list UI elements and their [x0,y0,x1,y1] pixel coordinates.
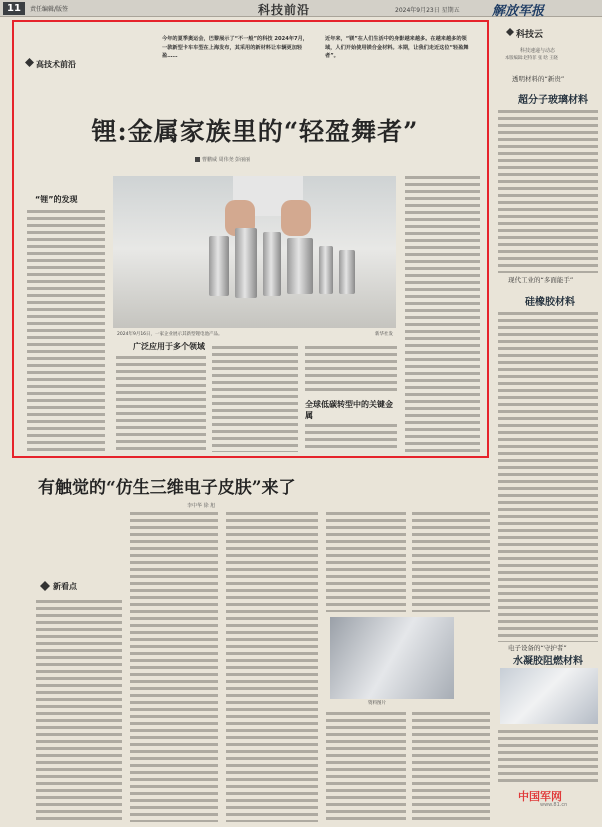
lead-kicker: 高技术前沿 [36,60,76,69]
lead-body-col-2 [116,356,206,452]
sidebar-item-1-body [498,110,598,273]
bottom-body-col-5 [412,512,490,612]
bottom-body-col-4 [326,512,406,612]
sidebar-item-1-kicker: 透明材料的“新贵” [512,75,565,83]
bottom-body-col-7 [412,712,490,822]
lead-photo-caption: 2024年9月16日，一家企业展示其新型锂电池产品。 [117,332,223,337]
sidebar-item-3-kicker: 电子设备的“守护者” [508,644,567,652]
bottom-body-col-6 [326,712,406,822]
bottom-article-kicker: 新看点 [53,582,77,591]
bottom-article-byline: 李中华 徐 旭 [187,503,216,509]
bottom-body-col-1 [36,600,122,822]
bottom-article-photo [330,617,454,699]
page-number: 11 [3,2,25,15]
lead-body-col-1 [27,210,105,452]
sidebar-header [496,20,600,44]
sidebar-item-3-body [498,730,598,785]
sidebar-subheader: 科技速递与动态 [520,48,556,54]
bottom-body-col-2 [130,512,218,822]
diamond-icon [40,581,50,591]
sidebar-item-3-photo [500,668,598,724]
lead-subhead-1: “锂”的发现 [35,195,78,204]
sidebar-item-2-body [498,312,598,642]
issue-date: 2024年9月23日 星期五 [395,7,460,14]
sidebar-item-3-title[interactable]: 水凝胶阻燃材料 [513,656,583,667]
summary-column-2: 近年来，“镁”在人们生活中的身影越来越多。在越来越多的领域，人们开始使用镁合金材料。本期，让我们走近这位“轻盈舞者”。 [325,36,469,59]
watermark-logo: 中国军网 [518,790,562,803]
lead-photo [113,176,396,328]
sidebar-item-2-title[interactable]: 硅橡胶材料 [525,297,575,308]
editor-line: 责任编辑/版签 [30,6,69,13]
lead-subhead-2: 广泛应用于多个领域 [133,342,205,351]
bottom-photo-caption: 资料图片 [368,701,386,706]
masthead-logo: 解放军报 [492,4,545,19]
bottom-article-title[interactable]: 有触觉的“仿生三维电子皮肤”来了 [38,478,296,498]
sidebar-title: 科技云 [516,30,544,40]
summary-column-1: 今年的夏季奥运会，巴黎展示了“不一般”的科技 2024年7月，一款新型卡车车型在上海发布，其采用的新材料让车辆更加轻盈…… [162,36,308,59]
lead-body-col-3c [305,424,397,452]
diamond-icon [25,58,34,67]
lead-subhead-3: 全球低碳转型中的关键金属 [305,400,393,420]
bottom-body-col-3 [226,512,318,822]
sidebar-editor-line: 本版编辑:赵特菲 张 晗 王晓 [505,56,558,61]
lead-summary [162,35,480,97]
lead-byline [195,156,250,163]
byline-text: 曹鹏威 周伟尧 彭丽丽 [202,157,251,163]
sidebar-item-1-title[interactable]: 超分子玻璃材料 [518,95,588,106]
lead-photo-credit: 新华社发 [375,332,393,337]
lead-body-col-3b [305,346,397,394]
lead-body-col-4 [405,176,480,452]
page-header [0,0,602,17]
diamond-icon [506,28,514,36]
sidebar-item-2-kicker: 现代工业的“多面能手” [508,276,574,284]
lead-body-col-3 [212,346,298,452]
section-title: 科技前沿 [258,3,311,17]
lead-title[interactable]: 锂:金属家族里的“轻盈舞者” [91,117,419,146]
watermark-url: www.81.cn [540,802,568,808]
